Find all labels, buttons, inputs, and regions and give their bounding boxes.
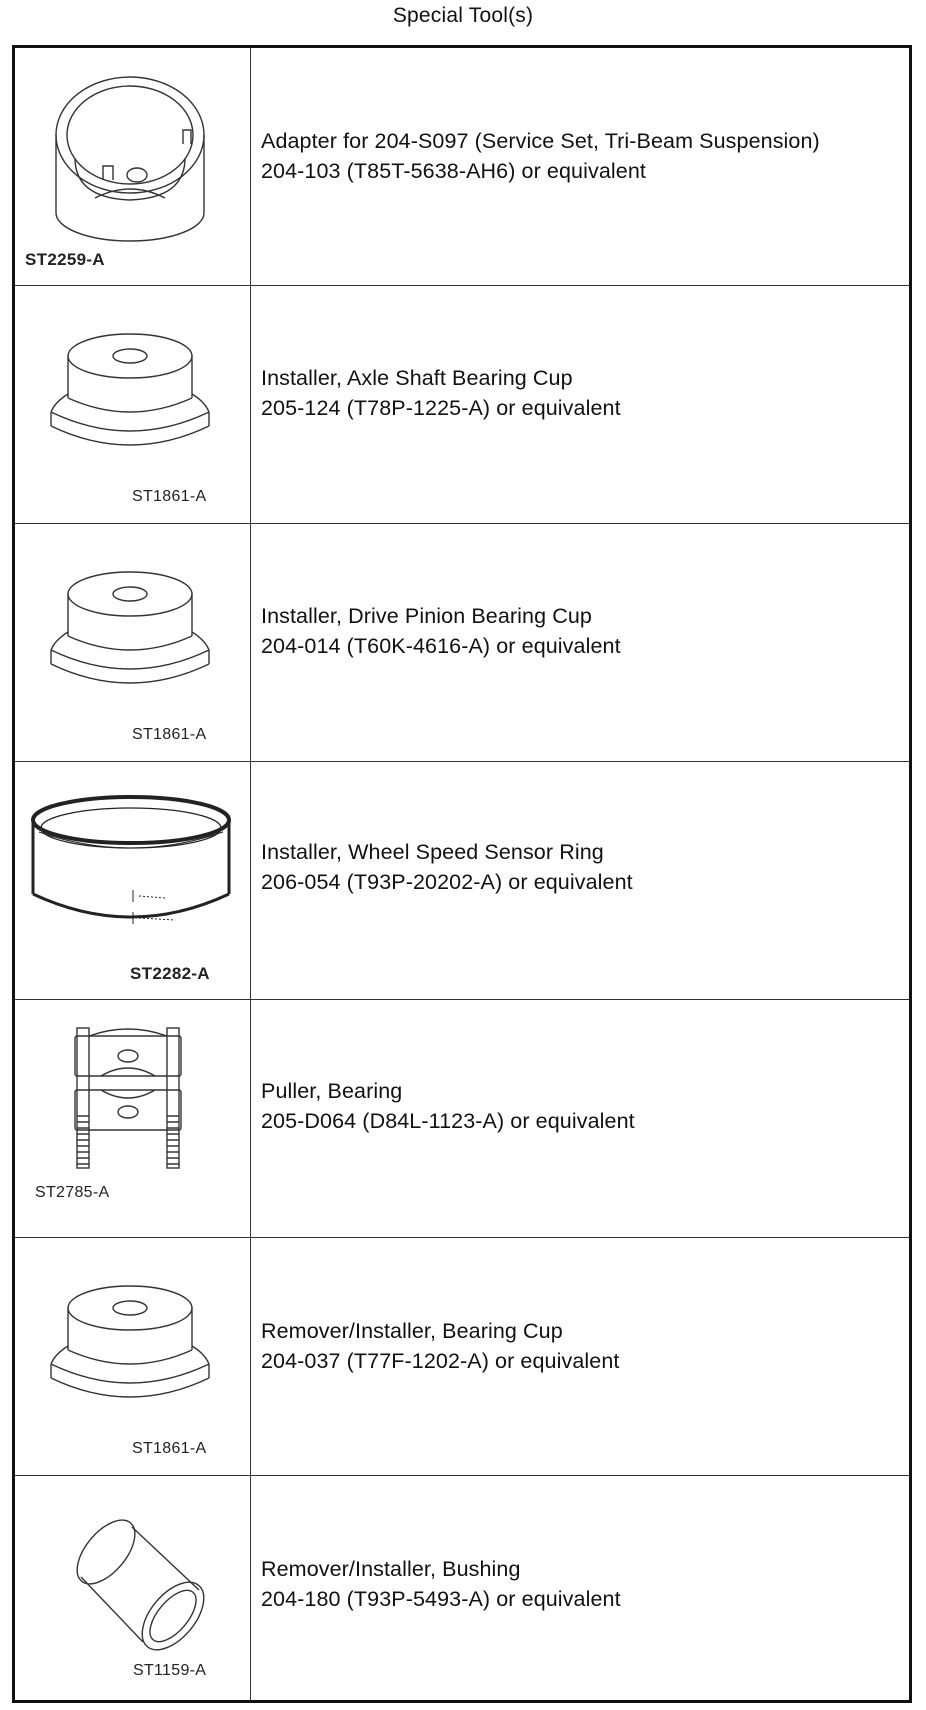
tool-name: Installer, Axle Shaft Bearing Cup <box>261 366 573 390</box>
tool-image-code: ST1159-A <box>133 1662 207 1679</box>
tool-image-cell <box>15 1000 251 1237</box>
tool-image-cell <box>15 1476 251 1700</box>
tool-image-cell <box>15 524 251 761</box>
tool-image-code: ST1861-A <box>132 726 207 743</box>
tool-name: Installer, Wheel Speed Sensor Ring <box>261 840 604 864</box>
tool-description <box>261 1554 621 1614</box>
tool-name: Adapter for 204-S097 (Service Set, Tri-Beam Suspension) <box>261 129 820 153</box>
tool-description <box>261 126 820 186</box>
tool-part-number: 204-037 (T77F-1202-A) or equivalent <box>261 1349 620 1373</box>
tool-row <box>15 1476 909 1700</box>
tool-description <box>261 1076 635 1136</box>
tool-part-number: 205-124 (T78P-1225-A) or equivalent <box>261 396 621 420</box>
tool-row <box>15 286 909 524</box>
tool-description <box>261 837 633 897</box>
tool-part-number: 204-103 (T85T-5638-AH6) or equivalent <box>261 159 646 183</box>
tool-row <box>15 524 909 762</box>
tool-row <box>15 48 909 286</box>
tool-description <box>261 1316 619 1376</box>
tool-image-cell <box>15 48 251 285</box>
tool-part-number: 206-054 (T93P-20202-A) or equivalent <box>261 870 633 894</box>
tool-name: Remover/Installer, Bushing <box>261 1557 521 1581</box>
tool-part-number: 205-D064 (D84L-1123-A) or equivalent <box>261 1109 635 1133</box>
tool-image-code: ST1861-A <box>132 488 207 505</box>
tool-name: Installer, Drive Pinion Bearing Cup <box>261 604 592 628</box>
tool-description <box>261 601 621 661</box>
tool-row <box>15 1238 909 1476</box>
tool-part-number: 204-014 (T60K-4616-A) or equivalent <box>261 634 621 658</box>
tool-image-code: ST1861-A <box>132 1440 207 1457</box>
tool-image-code: ST2785-A <box>35 1184 110 1201</box>
tool-image-cell <box>15 762 251 999</box>
tool-name: Puller, Bearing <box>261 1079 403 1103</box>
tool-image-code: ST2282-A <box>130 964 210 983</box>
page-title: Special Tool(s) <box>392 4 534 27</box>
special-tools-table <box>12 45 912 1703</box>
tool-image-cell <box>15 286 251 523</box>
tool-row <box>15 1000 909 1238</box>
tool-name: Remover/Installer, Bearing Cup <box>261 1319 563 1343</box>
tool-image-cell <box>15 1238 251 1475</box>
tool-row <box>15 762 909 1000</box>
tool-part-number: 204-180 (T93P-5493-A) or equivalent <box>261 1587 621 1611</box>
bearing-puller-icon <box>15 1000 251 1238</box>
tool-image-code: ST2259-A <box>25 250 105 269</box>
tool-description <box>261 363 621 423</box>
